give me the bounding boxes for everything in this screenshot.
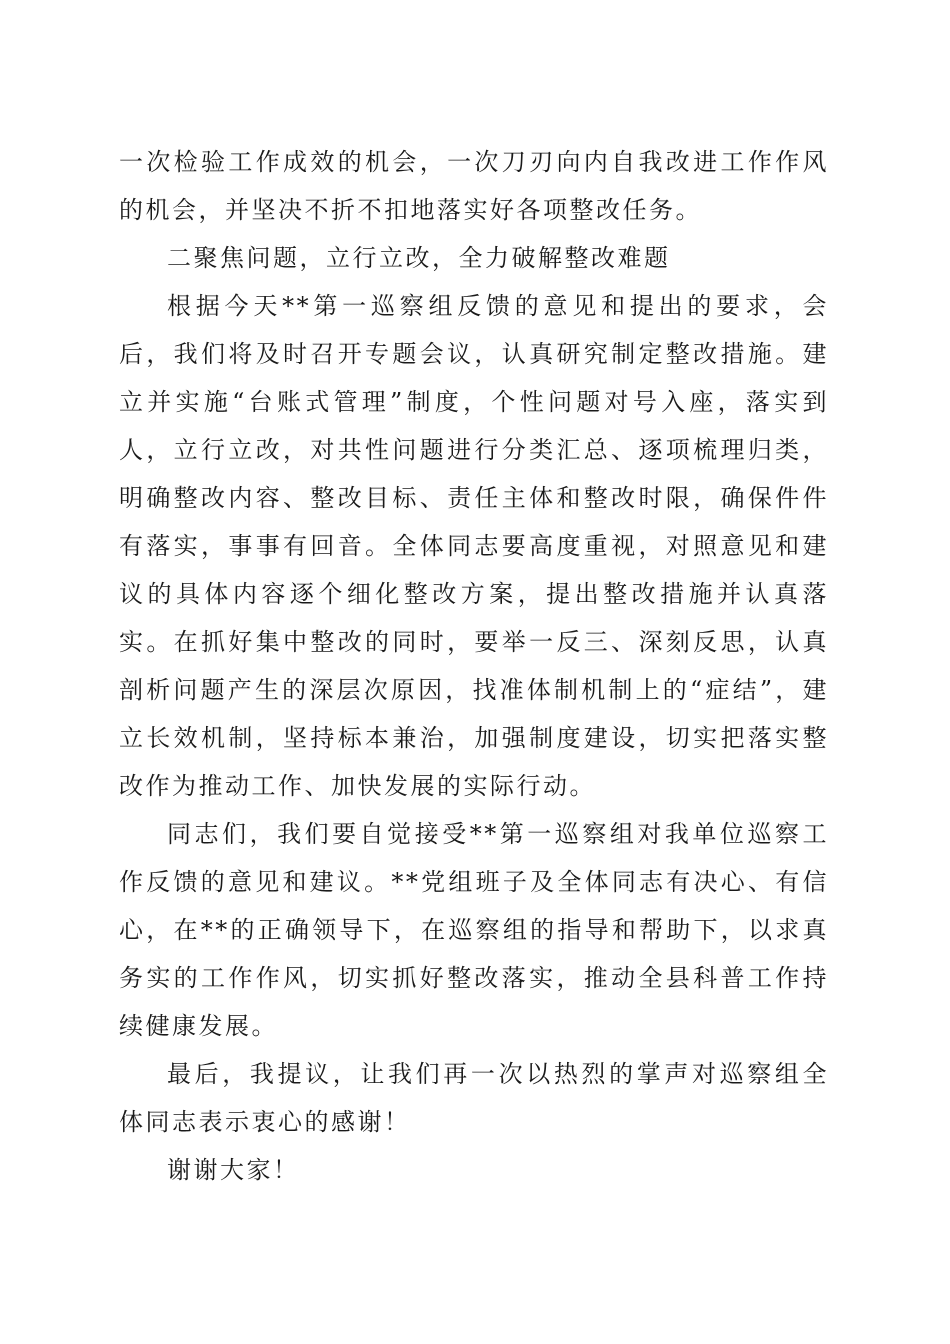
section-heading: 二聚焦问题，立行立改，全力破解整改难题 (167, 244, 671, 272)
paragraph-rectification-measures: 根据今天**第一巡察组反馈的意见和提出的要求，会后，我们将及时召开专题会议，认真研究制定整改措施。建立并实施“台账式管理”制度，个性问题对号入座，落实到人，立行立改，对共性问题进行分类汇总、逐项梳理归类，明确整改内容、整改目标、责任主体和整改时限，确保件件有落实，事事有回音。全体同志要高度重视，对照意见和建议的具体内容逐个细化整改方案，提出整改措施并认真落实。在抓好集中整改的同时，要举一反三、深刻反思，认真剖析问题产生的深层次原因，找准体制机制上的“症结”，建立长效机制，坚持标本兼治，加强制度建设，切实把落实整改作为推动工作、加快发展的实际行动。 (119, 292, 829, 800)
paragraph-continuation: 一次检验工作成效的机会，一次刀刃向内自我改进工作作风的机会，并坚决不折不扣地落实好各项整改任务。 (119, 148, 829, 224)
document-body (119, 138, 829, 1194)
paragraph-closing: 谢谢大家！ (167, 1156, 300, 1184)
paragraph-commitment: 同志们，我们要自觉接受**第一巡察组对我单位巡察工作反馈的意见和建议。**党组班子及全体同志有决心、有信心，在**的正确领导下，在巡察组的指导和帮助下，以求真务实的工作作风，切实抓好整改落实，推动全县科普工作持续健康发展。 (119, 820, 829, 1040)
paragraph-thanks-proposal: 最后，我提议，让我们再一次以热烈的掌声对巡察组全体同志表示衷心的感谢！ (119, 1060, 829, 1136)
